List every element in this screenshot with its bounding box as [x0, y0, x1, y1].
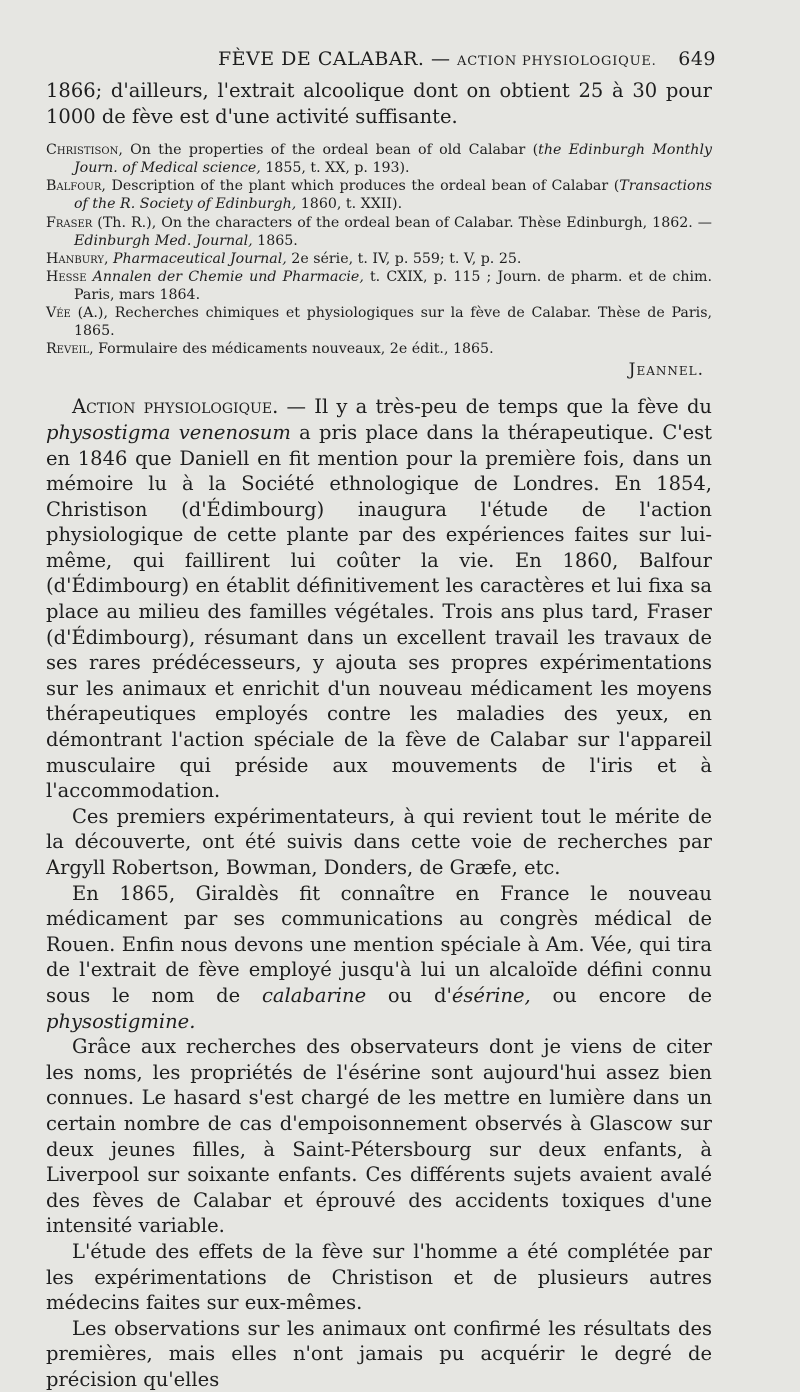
opening-paragraph: 1866; d'ailleurs, l'extrait alcoolique dont on obtient 25 à 30 pour 1000 de fève est d'une activité suffisante. — [46, 79, 712, 128]
running-title-sub: ACTION PHYSIOLOGIQUE. — [457, 54, 657, 69]
ref-text: (Th. R.), On the characters of the ordeal bean of Calabar. Thèse Edinburgh, 1862. — — [92, 214, 712, 231]
ref-tail: t. CXIX, p. 115 ; Journ. de pharm. et de chim. Paris, mars 1864. — [74, 268, 712, 303]
ref-author: Christison, — [46, 142, 123, 159]
species-name: physostigma venenosum — [46, 420, 291, 444]
ref-tail: 1855, t. XX, p. 193). — [260, 160, 410, 177]
author-signature: Jeannel. — [628, 360, 704, 381]
section-paragraph-6: Les observations sur les animaux ont confirmé les résultats des premières, mais elles n'ont jamais pu acquérir le degré de précision qu'elles — [46, 1316, 712, 1391]
paragraph-text: — Il y a très-peu de temps que la fève du — [278, 395, 712, 419]
ref-author: Balfour, — [46, 178, 106, 195]
ref-text: On the properties of the ordeal bean of old Calabar ( — [122, 142, 539, 159]
reference-item — [46, 268, 712, 304]
ref-journal: Pharmaceutical Journal, — [112, 250, 287, 267]
reference-item — [46, 250, 712, 268]
reference-item — [46, 214, 712, 250]
reference-item — [46, 177, 712, 213]
ref-tail: 2e série, t. IV, p. 559; t. V, p. 25. — [286, 250, 522, 267]
running-title-main: FÈVE DE CALABAR. — [218, 48, 425, 70]
term-calabarine: calabarine — [261, 983, 367, 1007]
ref-journal: the Edinburgh Monthly Journ. of Medical science, — [74, 142, 712, 177]
running-title-separator: — — [424, 48, 458, 70]
reference-item — [46, 340, 712, 358]
bibliography — [46, 141, 712, 358]
reference-item — [46, 304, 712, 340]
paragraph-text: En 1865, Giraldès fit connaître en France le nouveau médicament par ses communications au congrès médical de Rouen. Enfin nous devons une mention spéciale à Am. Vée, qui tira de l'extrait de fève employé jusqu'à lui un alcaloïde défini connu sous le nom de — [46, 881, 712, 1007]
paragraph-text: ou d' — [366, 983, 452, 1007]
term-eserine: ésérine, — [451, 983, 531, 1007]
section-paragraph-3 — [46, 881, 712, 1035]
section-paragraph-1 — [46, 394, 712, 804]
section-paragraph-2: Ces premiers expérimentateurs, à qui revient tout le mérite de la découverte, ont été suivis dans cette voie de recherches par Argyll Robertson, Bowman, Donders, de Græfe, etc. — [46, 804, 712, 879]
section-paragraph-4: Grâce aux recherches des observateurs dont je viens de citer les noms, les propriétés de l'ésérine sont aujourd'hui assez bien connues. Le hasard s'est chargé de les mettre en lumière dans un certain nombre de cas d'empoisonnement observés à Glascow sur deux jeunes filles, à Saint-Pétersbourg sur deux enfants, à Liverpool sur soixante enfants. Ces différents sujets avaient avalé des fèves de Calabar et éprouvé des accidents toxiques d'une intensité variable. — [46, 1035, 712, 1238]
reference-item — [46, 141, 712, 177]
ref-author: Fraser — [46, 214, 93, 231]
page-number: 649 — [678, 48, 716, 70]
ref-tail: 1865. — [252, 232, 298, 249]
ref-text: (A.), Recherches chimiques et physiologiques sur la fève de Calabar. Thèse de Paris, 1865. — [70, 305, 712, 340]
ref-author: Hesse — [46, 268, 87, 285]
paragraph-text: a pris place dans la thérapeutique. C'est en 1846 que Daniell en fit mention pour la première fois, dans un mémoire lu à la Société ethnologique de Londres. En 1854, Christison (d'Édimbourg) inaugura l'étude de l'action physiologique de cette plante par des expériences faites sur lui-même, qui faillirent lui coûter la vie. En 1860, Balfour (d'Édimbourg) en établit définitivement les caractères et lui fixa sa place au milieu des familles végétales. Trois ans plus tard, Fraser (d'Édimbourg), résumant dans un excellent travail les travaux de ses rares prédécesseurs, y ajouta ses propres expérimentations sur les animaux et enrichit d'un nouveau médicament les moyens thérapeutiques employés contre les maladies des yeux, en démontrant l'action spéciale de la fève de Calabar sur l'appareil musculaire qui préside aux mouvements de l'iris et à l'accommodation. — [46, 420, 712, 803]
ref-author: Hanbury, — [46, 250, 109, 267]
ref-tail: 1860, t. XXII). — [296, 196, 403, 213]
running-title — [218, 48, 657, 70]
ref-journal: Transactions of the R. Society of Edinburgh, — [74, 178, 712, 213]
ref-journal: Annalen der Chemie und Pharmacie, — [92, 268, 364, 285]
ref-journal: Edinburgh Med. Journal, — [74, 232, 253, 249]
term-physostigmine: physostigmine. — [46, 1009, 196, 1033]
section-heading: Action physiologique. — [72, 395, 279, 419]
ref-author: Reveil, — [46, 341, 94, 358]
paragraph-text: ou encore de — [530, 983, 712, 1007]
section-paragraph-5: L'étude des effets de la fève sur l'homme a été complétée par les expérimentations de Christison et de plusieurs autres médecins faites sur eux-mêmes. — [46, 1239, 712, 1315]
ref-text: Formulaire des médicaments nouveaux, 2e édit., 1865. — [93, 341, 494, 358]
ref-text: Description of the plant which produces the ordeal bean of Calabar ( — [105, 178, 620, 195]
running-head — [46, 44, 716, 78]
ref-author: Vée — [46, 305, 71, 322]
